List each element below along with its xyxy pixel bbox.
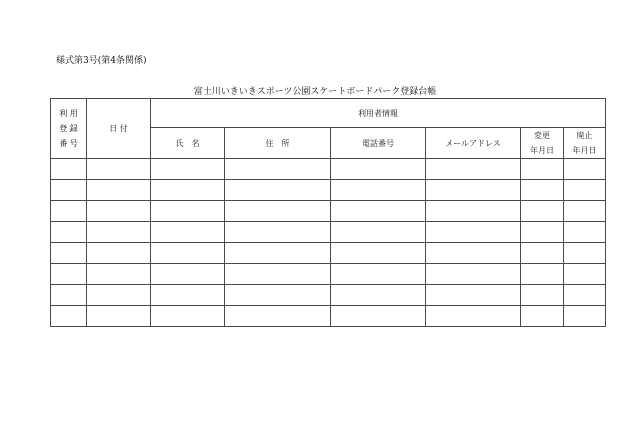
- cell-abolish-date: [564, 180, 606, 201]
- cell-email: [426, 264, 521, 285]
- table-row: [51, 201, 606, 222]
- header-user-info: 利用者情報: [151, 99, 606, 128]
- cell-name: [151, 243, 225, 264]
- cell-reg-number: [51, 180, 87, 201]
- ledger-title: 富士川いきいきスポーツ公園スケートボードパーク登録台帳: [193, 87, 437, 97]
- form-number: 様式第3号(第4条関係): [56, 56, 147, 66]
- ledger-body: [51, 159, 606, 327]
- cell-reg-number: [51, 201, 87, 222]
- cell-date: [87, 201, 151, 222]
- cell-email: [426, 222, 521, 243]
- cell-phone: [331, 243, 426, 264]
- table-row: [51, 180, 606, 201]
- table-row: [51, 243, 606, 264]
- cell-reg-number: [51, 159, 87, 180]
- cell-name: [151, 264, 225, 285]
- cell-phone: [331, 285, 426, 306]
- cell-email: [426, 201, 521, 222]
- header-email: メールアドレス: [426, 128, 521, 159]
- cell-reg-number: [51, 222, 87, 243]
- header-phone: 電話番号: [331, 128, 426, 159]
- cell-address: [225, 243, 331, 264]
- cell-date: [87, 285, 151, 306]
- cell-address: [225, 222, 331, 243]
- cell-phone: [331, 159, 426, 180]
- cell-change-date: [521, 201, 564, 222]
- cell-date: [87, 159, 151, 180]
- cell-name: [151, 306, 225, 327]
- header-date: 日 付: [87, 99, 151, 159]
- cell-name: [151, 180, 225, 201]
- cell-phone: [331, 264, 426, 285]
- table-row: [51, 285, 606, 306]
- cell-reg-number: [51, 285, 87, 306]
- cell-date: [87, 243, 151, 264]
- cell-name: [151, 159, 225, 180]
- cell-address: [225, 159, 331, 180]
- cell-address: [225, 306, 331, 327]
- cell-date: [87, 306, 151, 327]
- cell-email: [426, 180, 521, 201]
- header-reg-number: 利 用 登 録 番 号: [51, 99, 87, 159]
- cell-abolish-date: [564, 159, 606, 180]
- cell-change-date: [521, 264, 564, 285]
- cell-address: [225, 180, 331, 201]
- header-abolish-date: 廃止 年月日: [564, 128, 606, 159]
- cell-address: [225, 264, 331, 285]
- cell-reg-number: [51, 306, 87, 327]
- cell-abolish-date: [564, 264, 606, 285]
- cell-abolish-date: [564, 306, 606, 327]
- cell-phone: [331, 180, 426, 201]
- cell-change-date: [521, 222, 564, 243]
- cell-abolish-date: [564, 222, 606, 243]
- cell-change-date: [521, 180, 564, 201]
- cell-phone: [331, 306, 426, 327]
- cell-change-date: [521, 306, 564, 327]
- cell-reg-number: [51, 264, 87, 285]
- table-row: [51, 159, 606, 180]
- cell-address: [225, 201, 331, 222]
- cell-email: [426, 285, 521, 306]
- cell-date: [87, 264, 151, 285]
- cell-phone: [331, 201, 426, 222]
- cell-name: [151, 201, 225, 222]
- cell-change-date: [521, 159, 564, 180]
- table-row: [51, 264, 606, 285]
- header-address: 住 所: [225, 128, 331, 159]
- cell-change-date: [521, 243, 564, 264]
- table-row: [51, 222, 606, 243]
- header-name: 氏 名: [151, 128, 225, 159]
- cell-abolish-date: [564, 243, 606, 264]
- table-row: [51, 306, 606, 327]
- cell-name: [151, 285, 225, 306]
- cell-address: [225, 285, 331, 306]
- cell-date: [87, 180, 151, 201]
- cell-email: [426, 306, 521, 327]
- cell-date: [87, 222, 151, 243]
- registration-ledger-table: [50, 98, 606, 327]
- cell-reg-number: [51, 243, 87, 264]
- cell-abolish-date: [564, 201, 606, 222]
- cell-email: [426, 243, 521, 264]
- header-change-date: 変更 年月日: [521, 128, 564, 159]
- cell-email: [426, 159, 521, 180]
- cell-phone: [331, 222, 426, 243]
- cell-name: [151, 222, 225, 243]
- cell-change-date: [521, 285, 564, 306]
- cell-abolish-date: [564, 285, 606, 306]
